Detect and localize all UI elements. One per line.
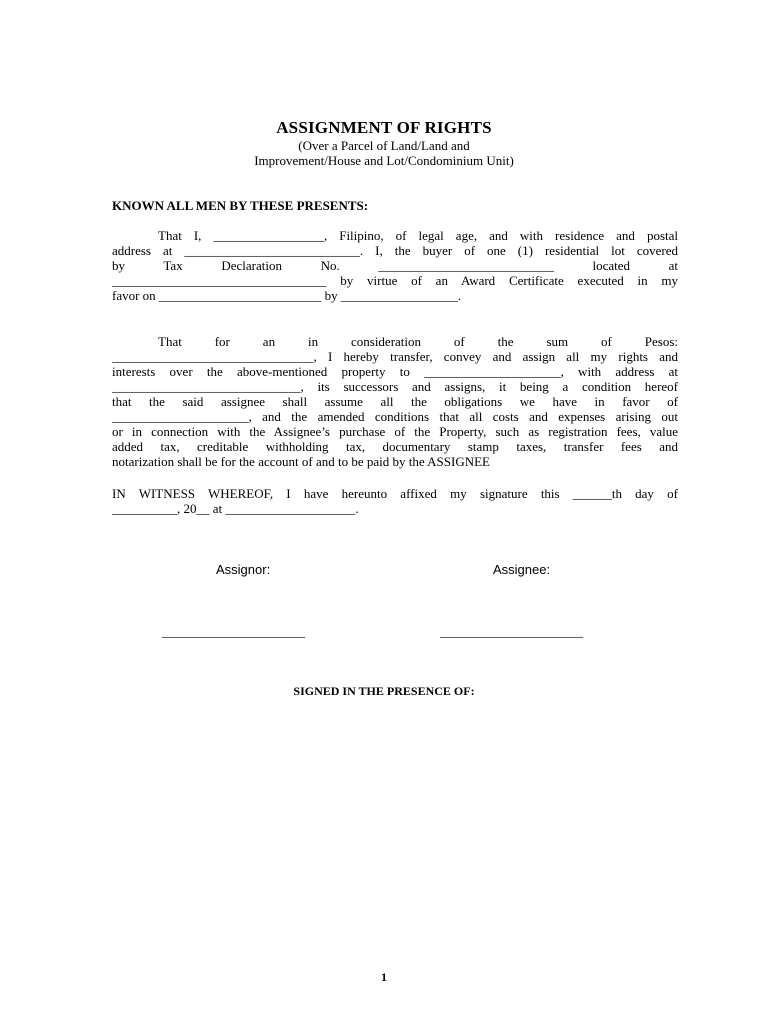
paragraph-line: notarization shall be for the account of and to be paid by the ASSIGNEE xyxy=(112,454,490,469)
document-subtitle-line1: (Over a Parcel of Land/Land and xyxy=(298,138,470,153)
paragraph-line: _______________________________, I hereby transfer, convey and assign all my rights and xyxy=(112,349,678,364)
page-number: 1 xyxy=(381,970,387,984)
paragraph-line: IN WITNESS WHEREOF, I have hereunto affixed my signature this ______th day of xyxy=(112,486,678,501)
assignor-label: Assignor: xyxy=(216,562,271,577)
paragraph-witness xyxy=(112,486,678,516)
assignee-label: Assignee: xyxy=(493,562,551,577)
assignee-signature-line: ______________________ xyxy=(440,624,583,639)
paragraph-line: That for an in consideration of the sum of Pesos: xyxy=(158,334,678,349)
paragraph-residence xyxy=(112,228,678,303)
paragraph-line: That I, _________________, Filipino, of legal age, and with residence and postal xyxy=(158,228,678,243)
known-all-men-heading: KNOWN ALL MEN BY THESE PRESENTS: xyxy=(112,198,369,213)
signed-in-presence-heading: SIGNED IN THE PRESENCE OF: xyxy=(293,684,475,698)
paragraph-line: that the said assignee shall assume all the obligations we have in favor of xyxy=(112,394,678,409)
paragraph-line: added tax, creditable withholding tax, documentary stamp taxes, transfer fees and xyxy=(112,439,678,454)
paragraph-line: _____________________, and the amended conditions that all costs and expenses arising out xyxy=(112,409,678,424)
paragraph-line: _________________________________ by virtue of an Award Certificate executed in my xyxy=(112,273,678,288)
paragraph-line: or in connection with the Assignee’s purchase of the Property, such as registration fees, value xyxy=(112,424,678,439)
paragraph-line: interests over the above-mentioned property to _____________________, with address at xyxy=(112,364,678,379)
paragraph-consideration xyxy=(112,334,678,469)
assignor-signature-line: ______________________ xyxy=(162,624,305,639)
paragraph-line: _____________________________, its successors and assigns, it being a condition hereof xyxy=(112,379,678,394)
paragraph-line: favor on _________________________ by __________________. xyxy=(112,288,462,303)
paragraph-line: address at ___________________________. I, the buyer of one (1) residential lot covered xyxy=(112,243,678,258)
paragraph-line: __________, 20__ at ____________________. xyxy=(112,501,359,516)
document-title: ASSIGNMENT OF RIGHTS xyxy=(276,118,492,137)
paragraph-line: by Tax Declaration No. ___________________________ located at xyxy=(112,258,678,273)
document-subtitle-line2: Improvement/House and Lot/Condominium Unit) xyxy=(254,153,514,168)
